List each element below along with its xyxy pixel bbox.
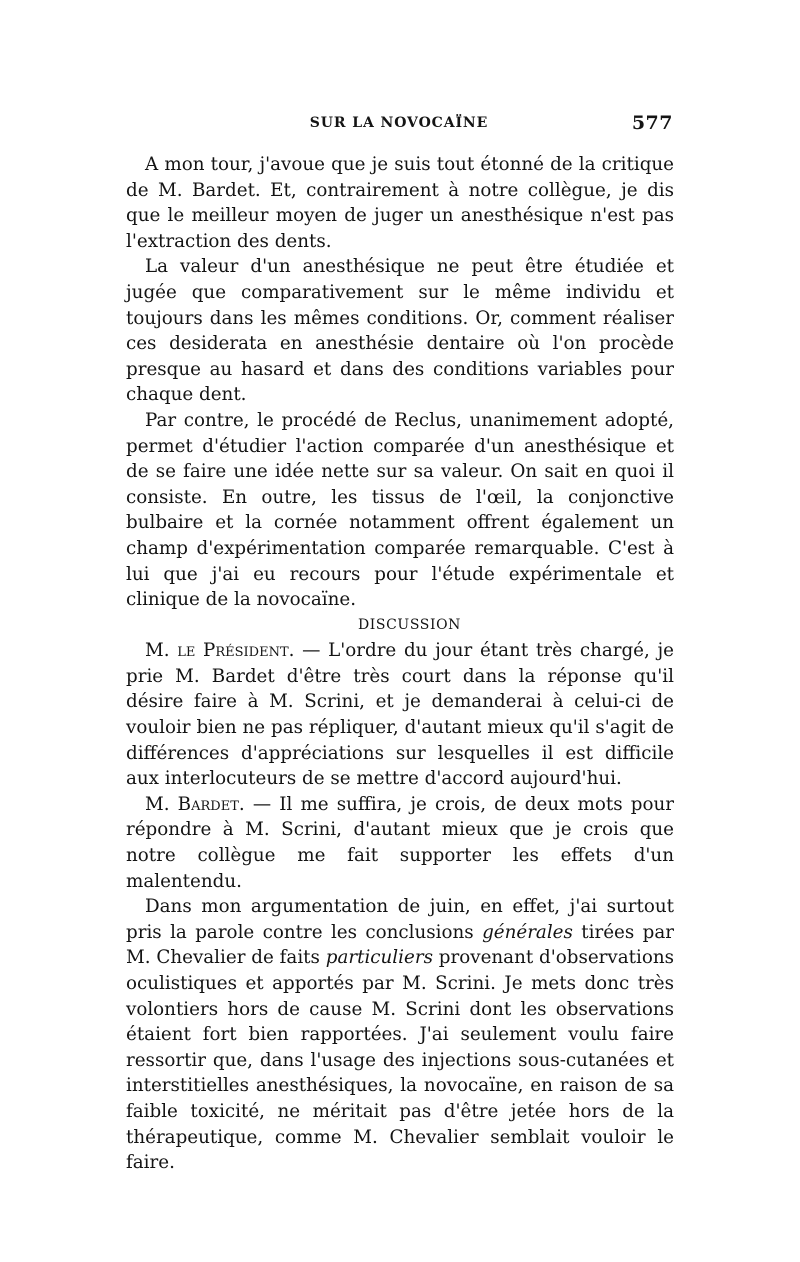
paragraph: A mon tour, j'avoue que je suis tout étonné de la critique de M. Bardet. Et, contrairement à notre collègue, je dis que le meilleur moyen de juger un anesthésique n'est pas l'extraction des dents. — [126, 154, 674, 252]
italic-particuliers: particuliers — [325, 947, 433, 969]
final-text-3: provenant d'observations oculistiques et apportés par M. Scrini. Je mets donc très volontiers hors de cause M. Scrini dont les observations étaient fort bien rapportées. J'ai seulement voulu faire ressortir que, dans l'usage des injections sous-cutanées et interstitielles anesthésiques, la novocaïne, en raison de sa faible toxicité, ne méritait pas d'être jetée hors de la thérapeutique, comme M. Chevalier semblait vouloir le faire. — [126, 947, 674, 1174]
bardet-text: — Il me suffira, je crois, de deux mots pour répondre à M. Scrini, d'autant mieux que je crois que notre collègue me fait supporter les effets d'un malentendu. — [126, 793, 674, 892]
president-text: — L'ordre du jour étant très chargé, je prie M. Bardet d'être très court dans la réponse qu'il désire faire à M. Scrini, et je demanderai à celui-ci de vouloir bien ne pas répliquer, d'autant mieux qu'il s'agit de différences d'appréciations sur lesquelles il est difficile aux interlocuteurs de se mettre d'accord aujourd'hui. — [126, 640, 674, 790]
speaker-bardet: M. Bardet. — [145, 793, 245, 815]
paragraph: Par contre, le procédé de Reclus, unanimement adopté, permet d'étudier l'action comparée d'un anesthésique et de se faire une idée nette sur sa valeur. On sait en quoi il consiste. En outre, les tissus de l'œil, la conjonctive bulbaire et la cornée notamment offrent également un champ d'expérimentation comparée remarquable. C'est à lui que j'ai eu recours pour l'étude expérimentale et clinique de la novocaïne. — [126, 409, 674, 611]
paragraph: La valeur d'un anesthésique ne peut être étudiée et jugée que comparativement sur le même individu et toujours dans les mêmes conditions. Or, comment réaliser ces desiderata en anesthésie dentaire où l'on procède presque au hasard et dans des conditions variables pour chaque dent. — [126, 256, 674, 406]
page-number: 577 — [631, 112, 673, 134]
running-head — [125, 112, 673, 139]
discussion-heading: DISCUSSION — [357, 616, 462, 633]
running-title: SUR LA NOVOCAÏNE — [309, 115, 489, 131]
final-text-2: tirées par M. Chevalier de faits — [126, 921, 674, 969]
italic-generales: générales — [482, 921, 573, 943]
page-body — [126, 152, 674, 1176]
final-paragraph — [126, 894, 674, 1176]
bardet-paragraph — [126, 792, 674, 894]
speaker-president: M. le Président. — [145, 640, 295, 662]
final-text-1: Dans mon argumentation de juin, en effet, j'ai surtout pris la parole contre les conclusions — [126, 896, 674, 943]
president-paragraph — [126, 638, 674, 792]
